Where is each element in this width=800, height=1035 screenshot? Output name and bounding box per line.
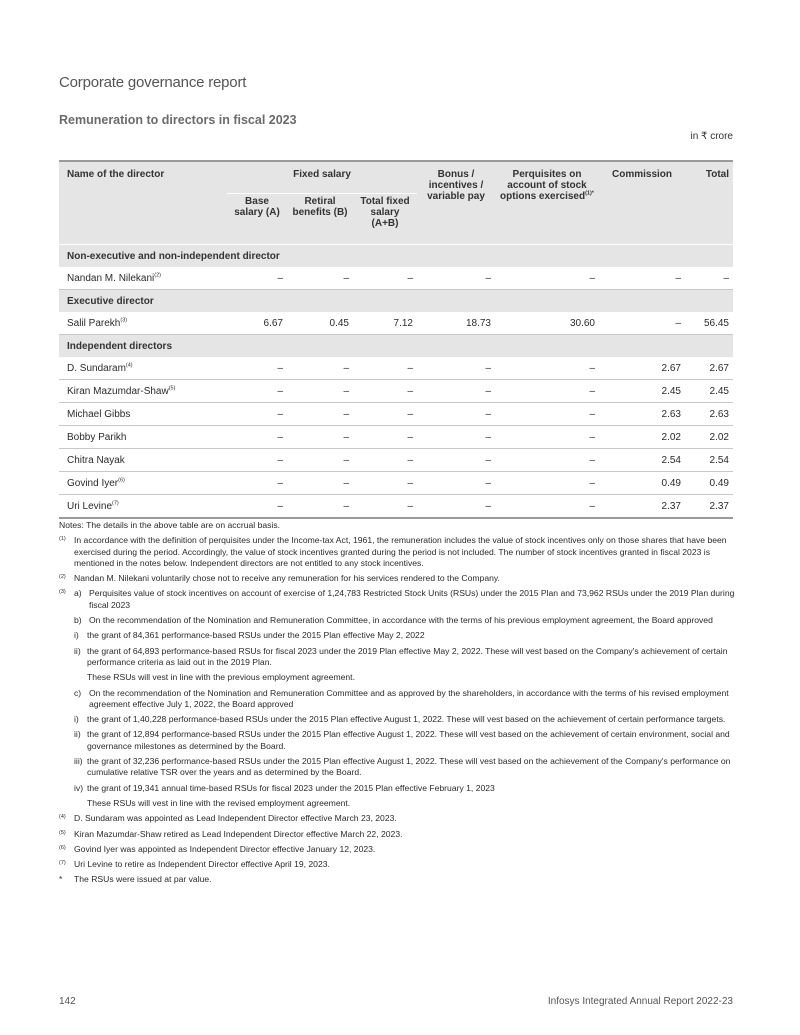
commission-cell: 2.63 (599, 403, 685, 426)
retiral-cell: – (287, 449, 353, 472)
header-perquisites: Perquisites on account of stock options exercised$^{(1)*}$ (495, 161, 599, 245)
footnote-3-c: c) On the recommendation of the Nomination and Remuneration Committee and as approved by the shareholders, in accordance with the terms of his revised employment agreement effective July 1, 2022, the Board approved (74, 687, 729, 709)
bonus-cell: 18.73 (417, 312, 495, 335)
total-cell: 2.63 (685, 403, 733, 426)
bonus-cell: – (417, 380, 495, 403)
page-number: 142 (59, 996, 76, 1007)
perquisites-cell: – (495, 426, 599, 449)
footnote-3-c-tail: These RSUs will vest in line with the revised employment agreement. (87, 797, 351, 808)
group-label: Executive director (59, 290, 733, 313)
footnote-6: (6) Govind Iyer was appointed as Independent Director effective January 12, 2023. (59, 843, 376, 854)
total-fixed-cell: – (353, 403, 417, 426)
total-cell: 2.45 (685, 380, 733, 403)
base-salary-cell: 6.67 (227, 312, 287, 335)
table-row (59, 380, 733, 403)
bonus-cell: – (417, 495, 495, 519)
total-fixed-cell: – (353, 267, 417, 290)
retiral-cell: – (287, 495, 353, 519)
header-name: Name of the director (59, 161, 227, 245)
header-fixed-salary: Fixed salary (227, 161, 417, 194)
footnote-3-b-i: i) the grant of 84,361 performance-based RSUs under the 2015 Plan effective May 2, 2022 (74, 630, 425, 641)
table-row (59, 267, 733, 290)
header-bonus: Bonus / incentives / variable pay (417, 161, 495, 245)
section-title: Corporate governance report (59, 74, 247, 91)
table-row (59, 312, 733, 335)
total-cell: 2.67 (685, 357, 733, 380)
commission-cell: – (599, 267, 685, 290)
footnote-3-c-i: i) the grant of 1,40,228 performance-based RSUs under the 2015 Plan effective August 1, 2022. These will vest based on the achievement of certain performance targets. (74, 714, 726, 725)
total-fixed-cell: – (353, 495, 417, 519)
commission-cell: 2.45 (599, 380, 685, 403)
footnote-4: (4) D. Sundaram was appointed as Lead Independent Director effective March 23, 2023. (59, 813, 397, 824)
total-cell: – (685, 267, 733, 290)
director-name: D. Sundaram$^{(4)}$ (59, 357, 227, 380)
commission-cell: 2.54 (599, 449, 685, 472)
footnote-2: (2) Nandan M. Nilekani voluntarily chose not to receive any remuneration for his services rendered to the Company. (59, 573, 500, 584)
retiral-cell: – (287, 472, 353, 495)
footnote-3-b: b) On the recommendation of the Nomination and Remuneration Committee, in accordance with the terms of his previous employment agreement, the Board approved (74, 615, 713, 626)
table-row (59, 403, 733, 426)
director-name: Chitra Nayak (59, 449, 227, 472)
footnote-7: (7) Uri Levine to retire as Independent Director effective April 19, 2023. (59, 859, 330, 870)
base-salary-cell: – (227, 472, 287, 495)
director-name: Nandan M. Nilekani$^{(2)}$ (59, 267, 227, 290)
footnote-3-c-iv: iv) the grant of 19,341 annual time-based RSUs for fiscal 2023 under the 2015 Plan effective February 1, 2023 (74, 782, 495, 793)
total-fixed-cell: – (353, 472, 417, 495)
total-cell: 56.45 (685, 312, 733, 335)
base-salary-cell: – (227, 403, 287, 426)
retiral-cell: – (287, 267, 353, 290)
commission-cell: 2.37 (599, 495, 685, 519)
header-commission: Commission (599, 161, 685, 245)
retiral-cell: 0.45 (287, 312, 353, 335)
perquisites-cell: – (495, 403, 599, 426)
director-name: Bobby Parikh (59, 426, 227, 449)
bonus-cell: – (417, 449, 495, 472)
footnote-star: * The RSUs were issued at par value. (59, 874, 212, 885)
base-salary-cell: – (227, 357, 287, 380)
notes-intro: Notes: The details in the above table are on accrual basis. (59, 520, 281, 530)
total-fixed-cell: 7.12 (353, 312, 417, 335)
footnote-3-c-ii: ii) the grant of 12,894 performance-based RSUs under the 2015 Plan effective August 1, 2022. These will vest based on the achievement of certain environment, social and governance milestones as determined by the Board. (74, 729, 730, 751)
group-label: Non-executive and non-independent director (59, 245, 733, 268)
retiral-cell: – (287, 403, 353, 426)
total-fixed-cell: – (353, 357, 417, 380)
director-name: Uri Levine$^{(7)}$ (59, 495, 227, 519)
unit-label: in ₹ crore (690, 131, 733, 142)
footnote-5: (5) Kiran Mazumdar-Shaw retired as Lead Independent Director effective March 22, 2023. (59, 828, 403, 839)
perquisites-cell: – (495, 495, 599, 519)
base-salary-cell: – (227, 380, 287, 403)
footnote-3: (3) a) Perquisites value of stock incentives on account of exercise of 1,24,783 Restricted Stock Units (RSUs) under the 2015 Plan and 73,962 RSUs under the 2019 Plan during fiscal 2023 (59, 588, 735, 610)
table-title: Remuneration to directors in fiscal 2023 (59, 113, 297, 127)
table-body (59, 245, 733, 519)
footnote-3-b-ii: ii) the grant of 64,893 performance-based RSUs for fiscal 2023 under the 2019 Plan effective May 2, 2022. These will vest based on the Company's achievement of certain performance criteria as laid out in the 2019 Plan. (74, 645, 728, 667)
perquisites-cell: – (495, 267, 599, 290)
base-salary-cell: – (227, 449, 287, 472)
group-label: Independent directors (59, 335, 733, 358)
bonus-cell: – (417, 472, 495, 495)
bonus-cell: – (417, 403, 495, 426)
perquisites-cell: – (495, 449, 599, 472)
report-title: Infosys Integrated Annual Report 2022-23 (547, 996, 733, 1007)
base-salary-cell: – (227, 426, 287, 449)
retiral-cell: – (287, 380, 353, 403)
remuneration-table (59, 160, 733, 519)
total-cell: 2.37 (685, 495, 733, 519)
notes-section (59, 520, 735, 890)
director-name: Kiran Mazumdar-Shaw$^{(5)}$ (59, 380, 227, 403)
header-total: Total (685, 161, 733, 245)
footnote-3-c-iii: iii) the grant of 32,236 performance-based RSUs under the 2015 Plan effective August 1, 2022. These will vest based on the achievement of the Company's performance on cumulative relative TSR over the years and as determined by the Board. (74, 756, 731, 778)
perquisites-cell: – (495, 357, 599, 380)
table-row (59, 357, 733, 380)
retiral-cell: – (287, 357, 353, 380)
total-fixed-cell: – (353, 426, 417, 449)
header-total-fixed-salary: Total fixed salary (A+B) (353, 194, 417, 245)
table-row (59, 449, 733, 472)
header-retiral-benefits: Retiral benefits (B) (287, 194, 353, 245)
total-cell: 2.02 (685, 426, 733, 449)
director-name: Michael Gibbs (59, 403, 227, 426)
perquisites-cell: 30.60 (495, 312, 599, 335)
total-fixed-cell: – (353, 449, 417, 472)
total-cell: 0.49 (685, 472, 733, 495)
director-name: Salil Parekh$^{(3)}$ (59, 312, 227, 335)
table-row (59, 495, 733, 519)
retiral-cell: – (287, 426, 353, 449)
commission-cell: – (599, 312, 685, 335)
table-row (59, 472, 733, 495)
footnote-1: (1) In accordance with the definition of perquisites under the Income-tax Act, 1961, the remuneration includes the value of stock incentives only on those shares that have been exercised during the period. Accordingly, the value of stock incentives granted during the period is not included. The number of stock incentives granted in fiscal 2023 is mentioned in the notes below. Independent directors are not entitled to any stock incentives. (59, 535, 727, 568)
commission-cell: 2.02 (599, 426, 685, 449)
bonus-cell: – (417, 267, 495, 290)
header-base-salary: Base salary (A) (227, 194, 287, 245)
perquisites-cell: – (495, 380, 599, 403)
commission-cell: 2.67 (599, 357, 685, 380)
commission-cell: 0.49 (599, 472, 685, 495)
bonus-cell: – (417, 357, 495, 380)
footnote-3-b-tail: These RSUs will vest in line with the previous employment agreement. (87, 672, 355, 683)
total-fixed-cell: – (353, 380, 417, 403)
base-salary-cell: – (227, 495, 287, 519)
director-name: Govind Iyer$^{(6)}$ (59, 472, 227, 495)
perquisites-cell: – (495, 472, 599, 495)
table-row (59, 426, 733, 449)
base-salary-cell: – (227, 267, 287, 290)
bonus-cell: – (417, 426, 495, 449)
total-cell: 2.54 (685, 449, 733, 472)
